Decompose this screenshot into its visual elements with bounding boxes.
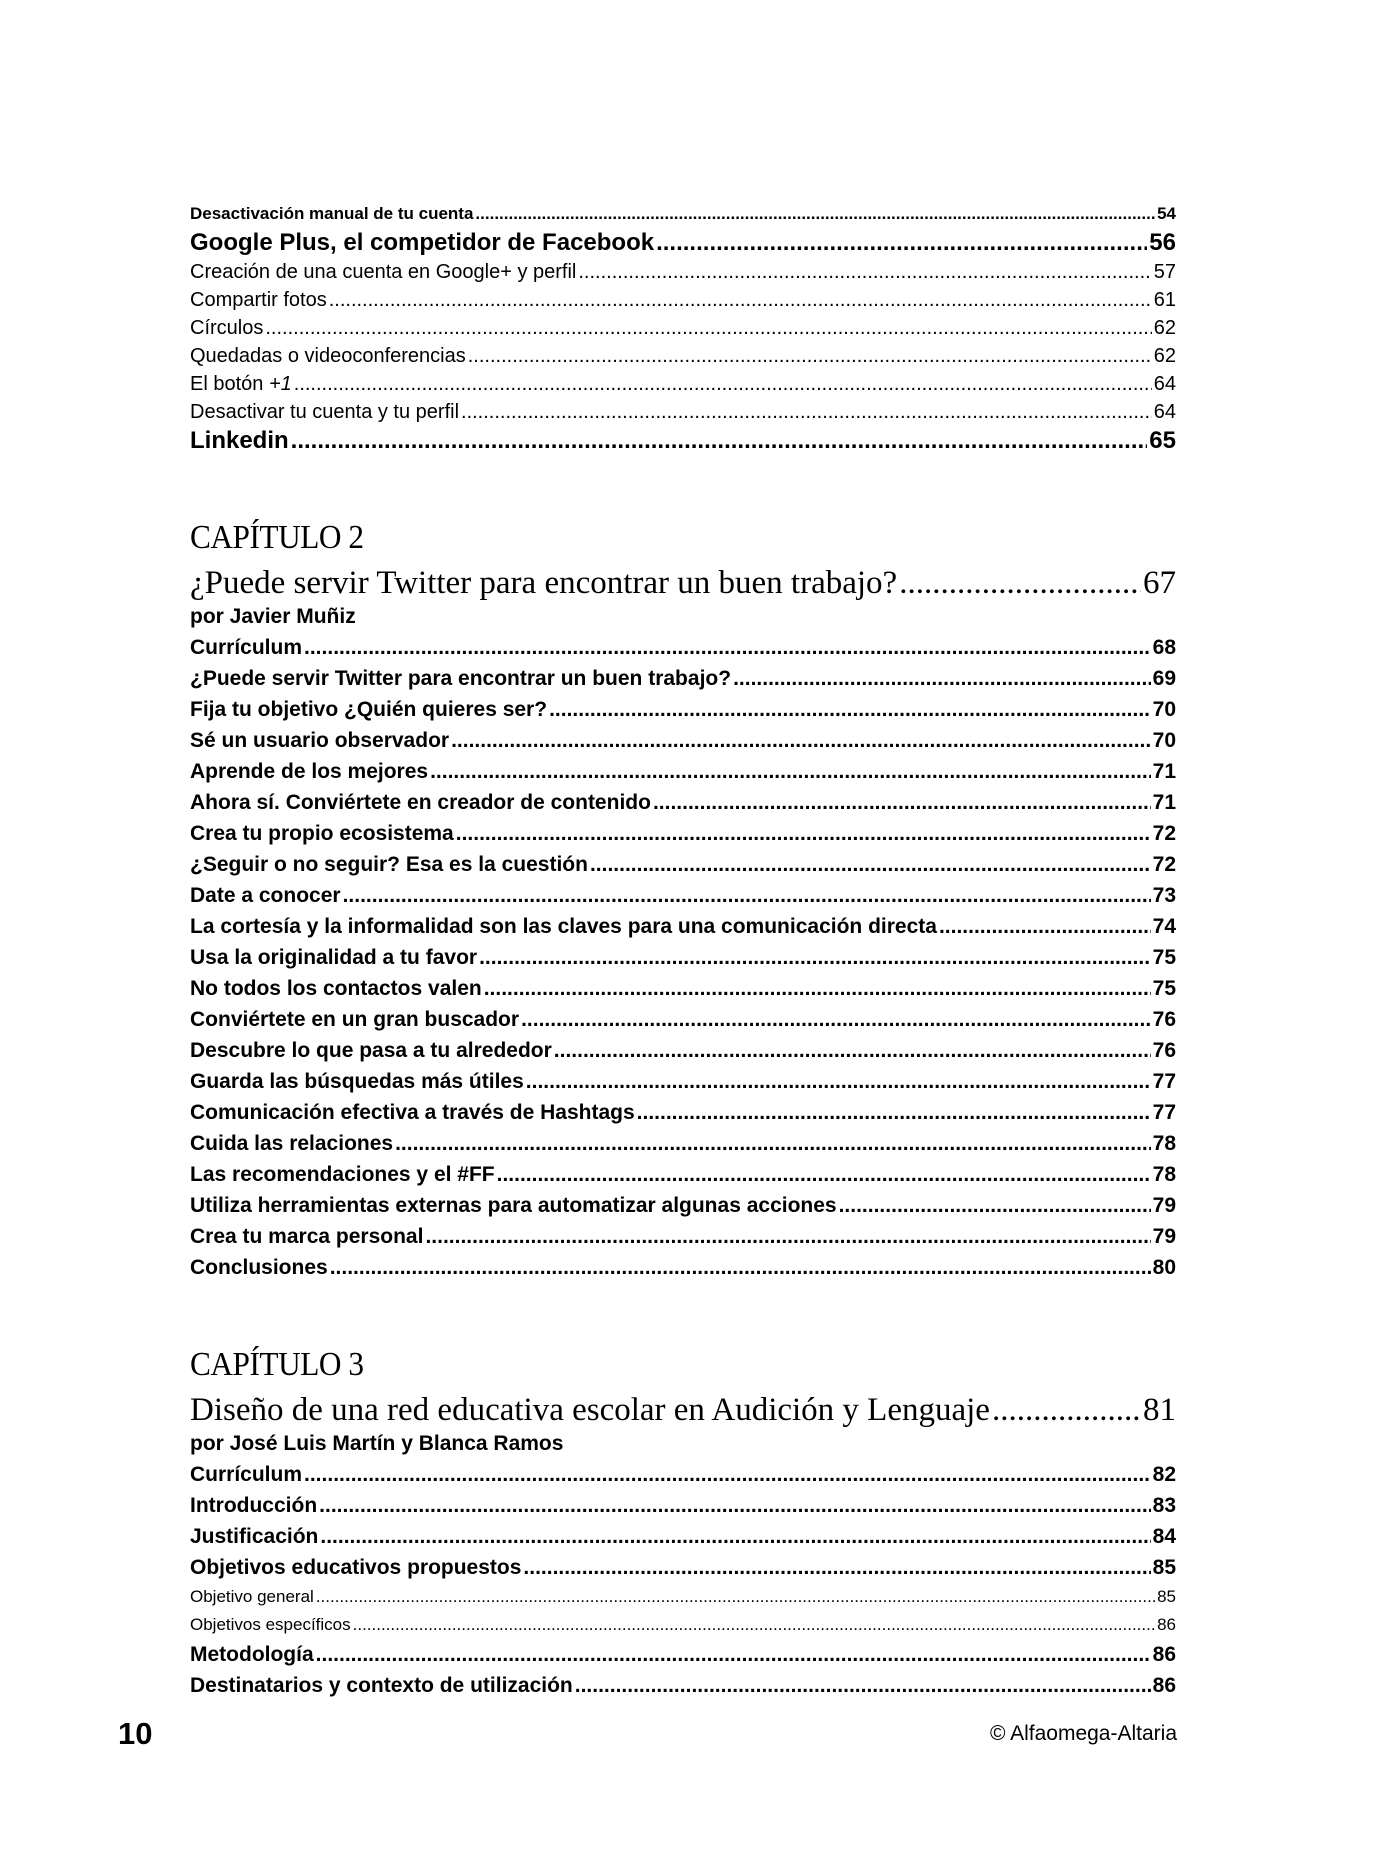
- leader-dots: [319, 1490, 1150, 1521]
- table-of-contents: [190, 200, 1176, 1701]
- toc-entry-page: 86: [1152, 1674, 1176, 1697]
- leader-dots: [578, 258, 1151, 286]
- toc-entry-title: Currículum: [190, 636, 303, 659]
- toc-entry-title: Crea tu marca personal: [190, 1225, 424, 1248]
- toc-entry-page: 78: [1152, 1163, 1176, 1186]
- toc-entry: [190, 787, 1176, 818]
- toc-entry: [190, 1611, 1176, 1639]
- toc-entry: [190, 1521, 1176, 1552]
- leader-dots: [653, 787, 1151, 818]
- toc-entry-page: 71: [1152, 760, 1176, 783]
- toc-entry: [190, 880, 1176, 911]
- leader-dots: [316, 1639, 1151, 1670]
- toc-entry-page: 82: [1152, 1463, 1176, 1486]
- toc-entry: [190, 632, 1176, 663]
- toc-entry: [190, 663, 1176, 694]
- toc-entry: [190, 973, 1176, 1004]
- toc-entry: [190, 1670, 1176, 1701]
- toc-entry-title: No todos los contactos valen: [190, 977, 482, 1000]
- toc-entry: [190, 1035, 1176, 1066]
- toc-entry-page: 76: [1152, 1039, 1176, 1062]
- leader-dots: [461, 398, 1152, 426]
- toc-entry: [190, 1459, 1176, 1490]
- toc-entry-title: Linkedin: [190, 427, 289, 454]
- toc-entry: [190, 342, 1176, 370]
- leader-dots: [992, 1391, 1141, 1429]
- leader-dots: [343, 880, 1151, 911]
- toc-entry-page: 79: [1152, 1194, 1176, 1217]
- toc-entry: [190, 1639, 1176, 1670]
- toc-entry-title: Guarda las búsquedas más útiles: [190, 1070, 524, 1093]
- leader-dots: [395, 1128, 1151, 1159]
- toc-entry: [190, 1159, 1176, 1190]
- leader-dots: [549, 694, 1151, 725]
- toc-entry-title: Crea tu propio ecosistema: [190, 822, 454, 845]
- toc-entry-title: Conclusiones: [190, 1256, 328, 1279]
- toc-entry-title: Quedadas o videoconferencias: [190, 345, 466, 367]
- toc-entry: [190, 1066, 1176, 1097]
- toc-entry-title: Destinatarios y contexto de utilización: [190, 1674, 573, 1697]
- toc-entry: [190, 1097, 1176, 1128]
- leader-dots: [304, 632, 1151, 663]
- leader-dots: [523, 1552, 1150, 1583]
- leader-dots: [479, 942, 1151, 973]
- leader-dots: [590, 849, 1151, 880]
- toc-entry-title: Objetivo general: [190, 1587, 314, 1606]
- toc-entry-page: 72: [1152, 822, 1176, 845]
- toc-entry-page: 78: [1152, 1132, 1176, 1155]
- chapter-2-page: 67: [1143, 565, 1176, 601]
- toc-entry-title: ¿Puede servir Twitter para encontrar un buen trabajo?: [190, 667, 732, 690]
- toc-entry-page: 75: [1152, 977, 1176, 1000]
- chapter-2-label: CAPÍTULO 2: [190, 519, 364, 556]
- leader-dots: [320, 1521, 1150, 1552]
- toc-entry-title: Objetivos educativos propuestos: [190, 1556, 522, 1579]
- toc-entry-page: 57: [1153, 261, 1176, 283]
- chapter-2-title-row: [190, 564, 1176, 602]
- toc-entry: [190, 398, 1176, 426]
- toc-entry: [190, 426, 1176, 456]
- toc-entry-page: 64: [1153, 401, 1176, 423]
- leader-dots: [316, 1583, 1155, 1611]
- page-number: 10: [118, 1716, 153, 1751]
- leader-dots: [733, 663, 1151, 694]
- leader-dots: [291, 426, 1148, 456]
- toc-entry-title: Desactivar tu cuenta y tu perfil: [190, 401, 460, 423]
- toc-entry-page: 71: [1152, 791, 1176, 814]
- chapter-3-title-row: [190, 1391, 1176, 1429]
- toc-entry-title: Descubre lo que pasa a tu alrededor: [190, 1039, 552, 1062]
- toc-entry-page: 83: [1152, 1494, 1176, 1517]
- toc-entry-title: Cuida las relaciones: [190, 1132, 394, 1155]
- toc-entry-title: Sé un usuario observador: [190, 729, 450, 752]
- toc-entry-title: Creación de una cuenta en Google+ y perfil: [190, 261, 577, 283]
- toc-entry-title: Date a conocer: [190, 884, 341, 907]
- toc-entry-page: 86: [1157, 1615, 1176, 1634]
- toc-entry: [190, 1583, 1176, 1611]
- leader-dots: [521, 1004, 1151, 1035]
- leader-dots: [468, 342, 1152, 370]
- leader-dots: [353, 1611, 1155, 1639]
- toc-entry-title: Círculos: [190, 317, 264, 339]
- chapter-3-title: Diseño de una red educativa escolar en Audición y Lenguaje: [190, 1392, 990, 1428]
- toc-entry-title: Desactivación manual de tu cuenta: [190, 204, 474, 223]
- chapter-2-title: ¿Puede servir Twitter para encontrar un buen trabajo?: [190, 565, 898, 601]
- toc-entry-page: 85: [1152, 1556, 1176, 1579]
- leader-dots: [637, 1097, 1151, 1128]
- leader-dots: [526, 1066, 1151, 1097]
- leader-dots: [330, 1252, 1151, 1283]
- toc-entry: [190, 1221, 1176, 1252]
- toc-entry-page: 80: [1152, 1256, 1176, 1279]
- toc-entry-title: Compartir fotos: [190, 289, 327, 311]
- toc-entry: [190, 1490, 1176, 1521]
- toc-entry: [190, 1552, 1176, 1583]
- leader-dots: [839, 1190, 1151, 1221]
- chapter-2-author: por Javier Muñiz: [190, 605, 356, 628]
- toc-entry: [190, 1190, 1176, 1221]
- leader-dots: [939, 911, 1151, 942]
- toc-entry: [190, 694, 1176, 725]
- toc-entry-page: 85: [1157, 1587, 1176, 1606]
- chapter-3-page: 81: [1143, 1392, 1176, 1428]
- leader-dots: [329, 286, 1152, 314]
- toc-entry-page: 62: [1153, 317, 1176, 339]
- toc-entry-title: Utiliza herramientas externas para automatizar algunas acciones: [190, 1194, 837, 1217]
- toc-entry-title: Conviértete en un gran buscador: [190, 1008, 520, 1031]
- toc-entry-title: Google Plus, el competidor de Facebook: [190, 229, 655, 256]
- leader-dots: [304, 1459, 1151, 1490]
- leader-dots: [456, 818, 1151, 849]
- toc-entry: [190, 911, 1176, 942]
- leader-dots: [554, 1035, 1151, 1066]
- chapter-2-entries: [190, 632, 1176, 1283]
- toc-entry-page: 61: [1153, 289, 1176, 311]
- toc-entry-title: Aprende de los mejores: [190, 760, 429, 783]
- toc-entry-title: Introducción: [190, 1494, 318, 1517]
- toc-entry: [190, 314, 1176, 342]
- toc-entry: [190, 286, 1176, 314]
- toc-entry: [190, 849, 1176, 880]
- toc-entry-page: 79: [1152, 1225, 1176, 1248]
- toc-entry: [190, 942, 1176, 973]
- leader-dots: [265, 314, 1151, 342]
- chapter-3-label: CAPÍTULO 3: [190, 1346, 364, 1383]
- leader-dots: [475, 200, 1155, 228]
- toc-entry-page: 73: [1152, 884, 1176, 907]
- toc-entry: [190, 228, 1176, 258]
- toc-entry: [190, 1128, 1176, 1159]
- toc-entry-title: Usa la originalidad a tu favor: [190, 946, 478, 969]
- toc-entry-page: 68: [1152, 636, 1176, 659]
- toc-entry-page: 72: [1152, 853, 1176, 876]
- toc-entry: [190, 370, 1176, 398]
- toc-entry: [190, 725, 1176, 756]
- toc-entry-page: 70: [1152, 698, 1176, 721]
- toc-entry: [190, 1004, 1176, 1035]
- toc-entry-page: 56: [1149, 229, 1176, 256]
- toc-entry: [190, 200, 1176, 228]
- toc-entry-page: 76: [1152, 1008, 1176, 1031]
- toc-entry-title: Metodología: [190, 1643, 314, 1666]
- toc-entry-page: 77: [1152, 1070, 1176, 1093]
- toc-entry-page: 74: [1152, 915, 1176, 938]
- leader-dots: [451, 725, 1151, 756]
- toc-entry-title: La cortesía y la informalidad son las claves para una comunicación directa: [190, 915, 937, 938]
- leader-dots: [899, 564, 1141, 602]
- toc-entry-title: Objetivos específicos: [190, 1615, 351, 1634]
- toc-entry-title: Justificación: [190, 1525, 319, 1548]
- toc-entry-title: Comunicación efectiva a través de Hashtags: [190, 1101, 635, 1124]
- leader-dots: [497, 1159, 1151, 1190]
- toc-entry-title: Currículum: [190, 1463, 303, 1486]
- toc-entry-title: ¿Seguir o no seguir? Esa es la cuestión: [190, 853, 588, 876]
- toc-entry-page: 64: [1153, 373, 1176, 395]
- toc-entry-page: 62: [1153, 345, 1176, 367]
- toc-entry-page: 75: [1152, 946, 1176, 969]
- chapter-3-author: por José Luis Martín y Blanca Ramos: [190, 1432, 564, 1455]
- toc-entry: [190, 258, 1176, 286]
- leader-dots: [294, 370, 1152, 398]
- chapter-3-entries: [190, 1459, 1176, 1701]
- toc-entry-title: Ahora sí. Conviértete en creador de contenido: [190, 791, 651, 814]
- leader-dots: [656, 228, 1147, 258]
- toc-entry-page: 86: [1152, 1643, 1176, 1666]
- toc-entry: [190, 818, 1176, 849]
- toc-entry-title: Fija tu objetivo ¿Quién quieres ser?: [190, 698, 548, 721]
- toc-entry-page: 54: [1157, 204, 1176, 223]
- toc-entry-page: 65: [1149, 427, 1176, 454]
- leader-dots: [430, 756, 1151, 787]
- leader-dots: [425, 1221, 1150, 1252]
- toc-entry-page: 70: [1152, 729, 1176, 752]
- toc-entry-title: El botón +1: [190, 373, 292, 395]
- toc-entry-page: 84: [1152, 1525, 1176, 1548]
- leader-dots: [575, 1670, 1151, 1701]
- copyright: © Alfaomega-Altaria: [989, 1722, 1177, 1745]
- toc-entry-page: 77: [1152, 1101, 1176, 1124]
- toc-entry-title: Las recomendaciones y el #FF: [190, 1163, 495, 1186]
- toc-entry: [190, 1252, 1176, 1283]
- toc-entry-page: 69: [1152, 667, 1176, 690]
- leader-dots: [484, 973, 1151, 1004]
- toc-top-list: [190, 200, 1176, 456]
- toc-entry: [190, 756, 1176, 787]
